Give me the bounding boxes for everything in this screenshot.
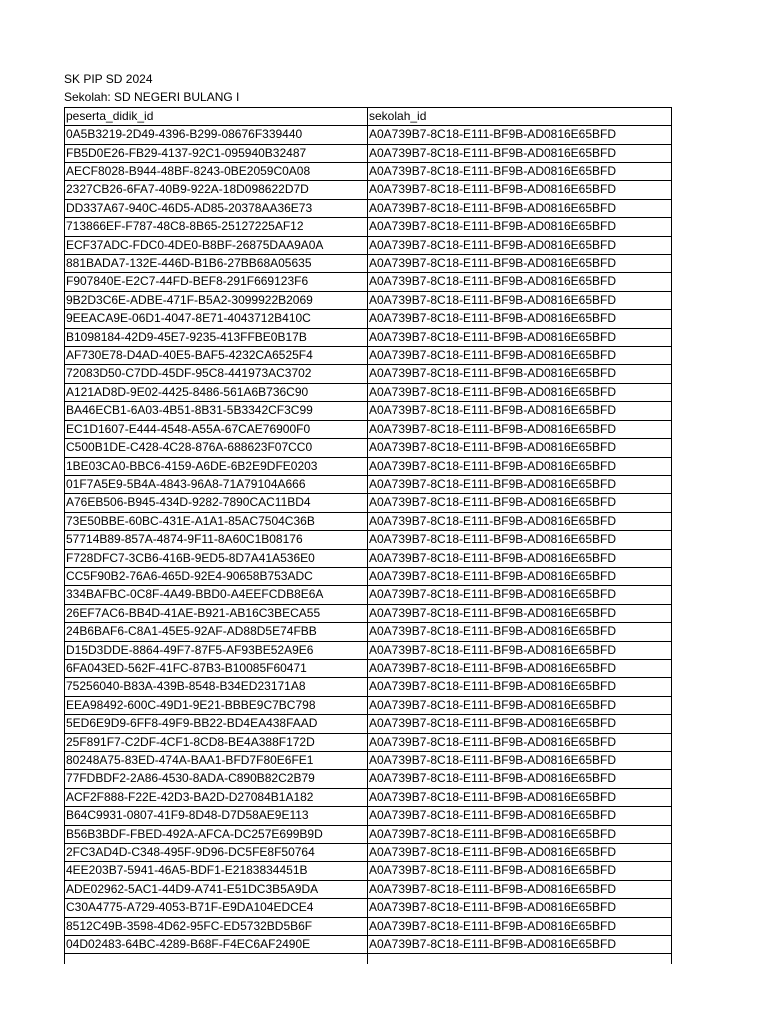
sekolah-id-cell: A0A739B7-8C18-E111-BF9B-AD0816E65BFD: [368, 199, 672, 217]
peserta-didik-id-cell: A76EB506-B945-434D-9282-7890CAC11BD4: [65, 494, 368, 512]
peserta-didik-id-cell: 6FA043ED-562F-41FC-87B3-B10085F60471: [65, 659, 368, 677]
peserta-didik-id-cell: 2FC3AD4D-C348-495F-9D96-DC5FE8F50764: [65, 844, 368, 862]
table-header-row: [65, 107, 672, 125]
table-row: [65, 696, 672, 714]
peserta-didik-id-cell: ACF2F888-F22E-42D3-BA2D-D27084B1A182: [65, 788, 368, 806]
sekolah-id-cell: A0A739B7-8C18-E111-BF9B-AD0816E65BFD: [368, 752, 672, 770]
sekolah-id-cell: A0A739B7-8C18-E111-BF9B-AD0816E65BFD: [368, 163, 672, 181]
sekolah-id-cell: A0A739B7-8C18-E111-BF9B-AD0816E65BFD: [368, 770, 672, 788]
sekolah-id-cell: A0A739B7-8C18-E111-BF9B-AD0816E65BFD: [368, 402, 672, 420]
empty-cell: [368, 954, 672, 965]
table-row: [65, 899, 672, 917]
sekolah-id-cell: A0A739B7-8C18-E111-BF9B-AD0816E65BFD: [368, 255, 672, 273]
peserta-didik-id-cell: 75256040-B83A-439B-8548-B34ED23171A8: [65, 678, 368, 696]
empty-cell: [65, 954, 368, 965]
sekolah-id-cell: A0A739B7-8C18-E111-BF9B-AD0816E65BFD: [368, 659, 672, 677]
peserta-didik-id-cell: AECF8028-B944-48BF-8243-0BE2059C0A08: [65, 163, 368, 181]
peserta-didik-id-cell: CC5F90B2-76A6-465D-92E4-90658B753ADC: [65, 567, 368, 585]
peserta-didik-id-cell: 9EEACA9E-06D1-4047-8E71-4043712B410C: [65, 310, 368, 328]
table-row: [65, 163, 672, 181]
sekolah-id-cell: A0A739B7-8C18-E111-BF9B-AD0816E65BFD: [368, 678, 672, 696]
peserta-didik-id-cell: 72083D50-C7DD-45DF-95C8-441973AC3702: [65, 365, 368, 383]
sekolah-id-cell: A0A739B7-8C18-E111-BF9B-AD0816E65BFD: [368, 273, 672, 291]
sekolah-id-cell: A0A739B7-8C18-E111-BF9B-AD0816E65BFD: [368, 494, 672, 512]
sekolah-id-cell: A0A739B7-8C18-E111-BF9B-AD0816E65BFD: [368, 291, 672, 309]
peserta-didik-id-cell: 26EF7AC6-BB4D-41AE-B921-AB16C3BECA55: [65, 604, 368, 622]
sekolah-id-cell: A0A739B7-8C18-E111-BF9B-AD0816E65BFD: [368, 696, 672, 714]
table-row: [65, 549, 672, 567]
sekolah-id-cell: A0A739B7-8C18-E111-BF9B-AD0816E65BFD: [368, 512, 672, 530]
sekolah-id-cell: A0A739B7-8C18-E111-BF9B-AD0816E65BFD: [368, 144, 672, 162]
table-row: [65, 604, 672, 622]
peserta-didik-id-cell: BA46ECB1-6A03-4B51-8B31-5B3342CF3C99: [65, 402, 368, 420]
peserta-didik-id-cell: 1BE03CA0-BBC6-4159-A6DE-6B2E9DFE0203: [65, 457, 368, 475]
table-row: [65, 420, 672, 438]
sekolah-id-cell: A0A739B7-8C18-E111-BF9B-AD0816E65BFD: [368, 715, 672, 733]
table-row: [65, 880, 672, 898]
peserta-didik-id-cell: A121AD8D-9E02-4425-8486-561A6B736C90: [65, 383, 368, 401]
sekolah-id-cell: A0A739B7-8C18-E111-BF9B-AD0816E65BFD: [368, 641, 672, 659]
peserta-didik-id-cell: 2327CB26-6FA7-40B9-922A-18D098622D7D: [65, 181, 368, 199]
table-row: [65, 715, 672, 733]
table-row: [65, 494, 672, 512]
table-row: [65, 936, 672, 954]
table-row: [65, 512, 672, 530]
table-row: [65, 457, 672, 475]
table-body: [65, 126, 672, 965]
sekolah-id-cell: A0A739B7-8C18-E111-BF9B-AD0816E65BFD: [368, 825, 672, 843]
student-table: [64, 107, 672, 965]
peserta-didik-id-cell: 24B6BAF6-C8A1-45E5-92AF-AD88D5E74FBB: [65, 623, 368, 641]
table-row: [65, 567, 672, 585]
table-row: [65, 144, 672, 162]
peserta-didik-id-cell: 04D02483-64BC-4289-B68F-F4EC6AF2490E: [65, 936, 368, 954]
table-row: [65, 255, 672, 273]
table-row: [65, 383, 672, 401]
sekolah-id-cell: A0A739B7-8C18-E111-BF9B-AD0816E65BFD: [368, 788, 672, 806]
table-row: [65, 475, 672, 493]
sekolah-id-cell: A0A739B7-8C18-E111-BF9B-AD0816E65BFD: [368, 347, 672, 365]
peserta-didik-id-cell: B64C9931-0807-41F9-8D48-D7D58AE9E113: [65, 807, 368, 825]
table-row: [65, 862, 672, 880]
table-row: [65, 218, 672, 236]
peserta-didik-id-cell: B1098184-42D9-45E7-9235-413FFBE0B17B: [65, 328, 368, 346]
sekolah-id-cell: A0A739B7-8C18-E111-BF9B-AD0816E65BFD: [368, 457, 672, 475]
peserta-didik-id-cell: 57714B89-857A-4874-9F11-8A60C1B08176: [65, 531, 368, 549]
table-row: [65, 807, 672, 825]
sekolah-id-cell: A0A739B7-8C18-E111-BF9B-AD0816E65BFD: [368, 181, 672, 199]
sekolah-id-cell: A0A739B7-8C18-E111-BF9B-AD0816E65BFD: [368, 567, 672, 585]
table-continuation: [65, 954, 672, 965]
sekolah-id-cell: A0A739B7-8C18-E111-BF9B-AD0816E65BFD: [368, 549, 672, 567]
sekolah-id-cell: A0A739B7-8C18-E111-BF9B-AD0816E65BFD: [368, 880, 672, 898]
sekolah-id-cell: A0A739B7-8C18-E111-BF9B-AD0816E65BFD: [368, 475, 672, 493]
sekolah-id-cell: A0A739B7-8C18-E111-BF9B-AD0816E65BFD: [368, 439, 672, 457]
table-row: [65, 678, 672, 696]
sekolah-id-cell: A0A739B7-8C18-E111-BF9B-AD0816E65BFD: [368, 420, 672, 438]
document-sheet: [64, 70, 672, 964]
sekolah-id-cell: A0A739B7-8C18-E111-BF9B-AD0816E65BFD: [368, 899, 672, 917]
peserta-didik-id-cell: C30A4775-A729-4053-B71F-E9DA104EDCE4: [65, 899, 368, 917]
peserta-didik-id-cell: 334BAFBC-0C8F-4A49-BBD0-A4EEFCDB8E6A: [65, 586, 368, 604]
sekolah-id-cell: A0A739B7-8C18-E111-BF9B-AD0816E65BFD: [368, 604, 672, 622]
table-row: [65, 273, 672, 291]
table-row: [65, 347, 672, 365]
peserta-didik-id-cell: EC1D1607-E444-4548-A55A-67CAE76900F0: [65, 420, 368, 438]
table-row: [65, 623, 672, 641]
table-row: [65, 126, 672, 144]
peserta-didik-id-cell: 0A5B3219-2D49-4396-B299-08676F339440: [65, 126, 368, 144]
table-row: [65, 181, 672, 199]
peserta-didik-id-cell: 73E50BBE-60BC-431E-A1A1-85AC7504C36B: [65, 512, 368, 530]
sekolah-id-cell: A0A739B7-8C18-E111-BF9B-AD0816E65BFD: [368, 218, 672, 236]
peserta-didik-id-cell: 77FDBDF2-2A86-4530-8ADA-C890B82C2B79: [65, 770, 368, 788]
peserta-didik-id-cell: D15D3DDE-8864-49F7-87F5-AF93BE52A9E6: [65, 641, 368, 659]
peserta-didik-id-cell: 9B2D3C6E-ADBE-471F-B5A2-3099922B2069: [65, 291, 368, 309]
peserta-didik-id-cell: FB5D0E26-FB29-4137-92C1-095940B32487: [65, 144, 368, 162]
peserta-didik-id-cell: DD337A67-940C-46D5-AD85-20378AA36E73: [65, 199, 368, 217]
sekolah-id-cell: A0A739B7-8C18-E111-BF9B-AD0816E65BFD: [368, 733, 672, 751]
peserta-didik-id-cell: 25F891F7-C2DF-4CF1-8CD8-BE4A388F172D: [65, 733, 368, 751]
peserta-didik-id-cell: F728DFC7-3CB6-416B-9ED5-8D7A41A536E0: [65, 549, 368, 567]
sekolah-id-cell: A0A739B7-8C18-E111-BF9B-AD0816E65BFD: [368, 844, 672, 862]
table-row: [65, 733, 672, 751]
sekolah-id-cell: A0A739B7-8C18-E111-BF9B-AD0816E65BFD: [368, 328, 672, 346]
peserta-didik-id-cell: C500B1DE-C428-4C28-876A-688623F07CC0: [65, 439, 368, 457]
table-row: [65, 402, 672, 420]
table-row: [65, 365, 672, 383]
column-header-sekolah-id: sekolah_id: [368, 107, 672, 125]
table-row: [65, 825, 672, 843]
table-row: [65, 310, 672, 328]
table-row: [65, 291, 672, 309]
peserta-didik-id-cell: EEA98492-600C-49D1-9E21-BBBE9C7BC798: [65, 696, 368, 714]
school-name: Sekolah: SD NEGERI BULANG I: [64, 90, 240, 105]
sekolah-id-cell: A0A739B7-8C18-E111-BF9B-AD0816E65BFD: [368, 531, 672, 549]
table-row: [65, 586, 672, 604]
table-row: [65, 752, 672, 770]
sekolah-id-cell: A0A739B7-8C18-E111-BF9B-AD0816E65BFD: [368, 917, 672, 935]
table-row: [65, 917, 672, 935]
table-row: [65, 641, 672, 659]
peserta-didik-id-cell: 713866EF-F787-48C8-8B65-25127225AF12: [65, 218, 368, 236]
sekolah-id-cell: A0A739B7-8C18-E111-BF9B-AD0816E65BFD: [368, 126, 672, 144]
table-row: [65, 328, 672, 346]
sekolah-id-cell: A0A739B7-8C18-E111-BF9B-AD0816E65BFD: [368, 862, 672, 880]
table-row: [65, 659, 672, 677]
peserta-didik-id-cell: 8512C49B-3598-4D62-95FC-ED5732BD5B6F: [65, 917, 368, 935]
peserta-didik-id-cell: 4EE203B7-5941-46A5-BDF1-E2183834451B: [65, 862, 368, 880]
peserta-didik-id-cell: AF730E78-D4AD-40E5-BAF5-4232CA6525F4: [65, 347, 368, 365]
peserta-didik-id-cell: ECF37ADC-FDC0-4DE0-B8BF-26875DAA9A0A: [65, 236, 368, 254]
sekolah-id-cell: A0A739B7-8C18-E111-BF9B-AD0816E65BFD: [368, 936, 672, 954]
peserta-didik-id-cell: 01F7A5E9-5B4A-4843-96A8-71A79104A666: [65, 475, 368, 493]
peserta-didik-id-cell: 881BADA7-132E-446D-B1B6-27BB68A05635: [65, 255, 368, 273]
document-title: SK PIP SD 2024: [64, 72, 153, 86]
peserta-didik-id-cell: 5ED6E9D9-6FF8-49F9-BB22-BD4EA438FAAD: [65, 715, 368, 733]
peserta-didik-id-cell: B56B3BDF-FBED-492A-AFCA-DC257E699B9D: [65, 825, 368, 843]
column-header-peserta-didik-id: peserta_didik_id: [65, 107, 368, 125]
peserta-didik-id-cell: 80248A75-83ED-474A-BAA1-BFD7F80E6FE1: [65, 752, 368, 770]
sekolah-id-cell: A0A739B7-8C18-E111-BF9B-AD0816E65BFD: [368, 365, 672, 383]
sekolah-id-cell: A0A739B7-8C18-E111-BF9B-AD0816E65BFD: [368, 383, 672, 401]
sekolah-id-cell: A0A739B7-8C18-E111-BF9B-AD0816E65BFD: [368, 807, 672, 825]
sekolah-id-cell: A0A739B7-8C18-E111-BF9B-AD0816E65BFD: [368, 586, 672, 604]
table-row: [65, 770, 672, 788]
sekolah-id-cell: A0A739B7-8C18-E111-BF9B-AD0816E65BFD: [368, 310, 672, 328]
peserta-didik-id-cell: F907840E-E2C7-44FD-BEF8-291F669123F6: [65, 273, 368, 291]
sekolah-id-cell: A0A739B7-8C18-E111-BF9B-AD0816E65BFD: [368, 236, 672, 254]
table-row: [65, 236, 672, 254]
table-row: [65, 844, 672, 862]
table-row: [65, 788, 672, 806]
table-row: [65, 199, 672, 217]
sekolah-id-cell: A0A739B7-8C18-E111-BF9B-AD0816E65BFD: [368, 623, 672, 641]
peserta-didik-id-cell: ADE02962-5AC1-44D9-A741-E51DC3B5A9DA: [65, 880, 368, 898]
table-row: [65, 531, 672, 549]
table-row: [65, 439, 672, 457]
